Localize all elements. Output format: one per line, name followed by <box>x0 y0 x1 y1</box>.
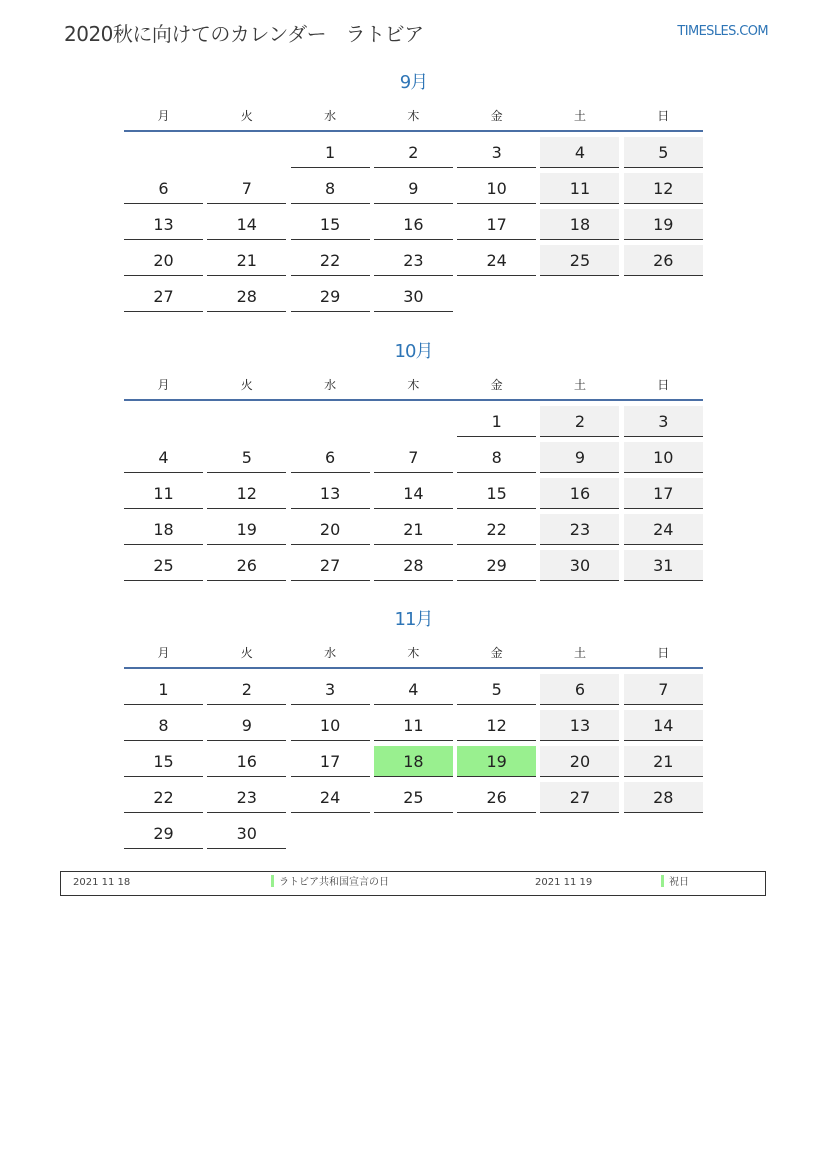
day-cell: 15 <box>291 209 370 240</box>
day-cell: 16 <box>207 746 286 777</box>
day-cell: 1 <box>124 674 203 705</box>
day-grid <box>124 406 703 581</box>
day-cell: 20 <box>124 245 203 276</box>
day-cell: 9 <box>207 710 286 741</box>
day-cell: 28 <box>374 550 453 581</box>
holiday-day-cell: 19 <box>457 746 536 777</box>
day-cell: 22 <box>124 782 203 813</box>
day-cell: 8 <box>457 442 536 473</box>
day-cell: 5 <box>624 137 703 168</box>
legend-name-2: 祝日 <box>669 877 689 888</box>
header-rule <box>124 130 703 132</box>
month-title: 10月 <box>394 341 433 362</box>
day-cell: 17 <box>624 478 703 509</box>
weekday-label: 月 <box>157 645 170 660</box>
day-cell: 21 <box>374 514 453 545</box>
day-cell: 27 <box>124 281 203 312</box>
empty-cell <box>124 137 203 168</box>
day-cell: 15 <box>457 478 536 509</box>
day-cell: 26 <box>207 550 286 581</box>
day-cell: 1 <box>291 137 370 168</box>
day-cell: 20 <box>540 746 619 777</box>
month-block <box>124 603 703 849</box>
day-cell: 3 <box>457 137 536 168</box>
day-cell: 30 <box>374 281 453 312</box>
month-title: 9月 <box>399 72 428 93</box>
month-title: 11月 <box>394 609 433 630</box>
day-cell: 11 <box>540 173 619 204</box>
holiday-day-cell: 18 <box>374 746 453 777</box>
weekday-label: 水 <box>324 645 337 660</box>
day-cell: 30 <box>540 550 619 581</box>
day-cell: 13 <box>291 478 370 509</box>
day-cell: 10 <box>291 710 370 741</box>
weekday-label: 金 <box>490 108 503 123</box>
day-cell: 29 <box>457 550 536 581</box>
day-cell: 27 <box>291 550 370 581</box>
legend-holiday-1 <box>271 872 389 894</box>
day-cell: 24 <box>624 514 703 545</box>
empty-cell <box>374 406 453 437</box>
day-cell: 14 <box>624 710 703 741</box>
day-cell: 27 <box>540 782 619 813</box>
empty-cell <box>291 406 370 437</box>
day-cell: 23 <box>374 245 453 276</box>
day-cell: 13 <box>124 209 203 240</box>
day-grid <box>124 137 703 312</box>
weekday-label: 日 <box>657 108 670 123</box>
weekday-label: 土 <box>573 377 586 392</box>
legend-date-2: 2021 11 19 <box>535 877 593 888</box>
day-cell: 7 <box>207 173 286 204</box>
day-cell: 25 <box>124 550 203 581</box>
weekday-label: 木 <box>407 377 420 392</box>
day-cell: 20 <box>291 514 370 545</box>
holiday-marker <box>271 875 274 887</box>
day-cell: 26 <box>457 782 536 813</box>
day-cell: 16 <box>540 478 619 509</box>
day-cell: 22 <box>457 514 536 545</box>
day-cell: 19 <box>624 209 703 240</box>
empty-cell <box>207 137 286 168</box>
day-cell: 3 <box>291 674 370 705</box>
day-cell: 6 <box>124 173 203 204</box>
day-cell: 3 <box>624 406 703 437</box>
day-cell: 12 <box>457 710 536 741</box>
day-cell: 10 <box>457 173 536 204</box>
day-cell: 17 <box>457 209 536 240</box>
weekday-label: 土 <box>573 645 586 660</box>
day-cell: 11 <box>124 478 203 509</box>
weekday-label: 火 <box>240 108 253 123</box>
day-cell: 24 <box>457 245 536 276</box>
day-cell: 8 <box>291 173 370 204</box>
weekday-header <box>124 100 703 130</box>
page-title: 2020秋に向けてのカレンダー ラトビア <box>64 22 424 46</box>
day-cell: 29 <box>291 281 370 312</box>
day-cell: 28 <box>624 782 703 813</box>
day-cell: 5 <box>207 442 286 473</box>
day-cell: 18 <box>540 209 619 240</box>
weekday-label: 金 <box>490 377 503 392</box>
day-cell: 21 <box>207 245 286 276</box>
day-cell: 25 <box>374 782 453 813</box>
weekday-label: 木 <box>407 645 420 660</box>
day-cell: 14 <box>374 478 453 509</box>
weekday-label: 日 <box>657 377 670 392</box>
day-cell: 7 <box>624 674 703 705</box>
weekday-label: 月 <box>157 108 170 123</box>
header-rule <box>124 399 703 401</box>
day-cell: 2 <box>540 406 619 437</box>
day-cell: 5 <box>457 674 536 705</box>
day-cell: 4 <box>540 137 619 168</box>
site-link[interactable]: TIMESLES.COM <box>677 24 768 39</box>
day-cell: 12 <box>207 478 286 509</box>
weekday-label: 木 <box>407 108 420 123</box>
day-cell: 22 <box>291 245 370 276</box>
day-cell: 30 <box>207 818 286 849</box>
day-cell: 10 <box>624 442 703 473</box>
day-cell: 13 <box>540 710 619 741</box>
weekday-label: 火 <box>240 377 253 392</box>
day-cell: 17 <box>291 746 370 777</box>
weekday-label: 水 <box>324 108 337 123</box>
day-cell: 12 <box>624 173 703 204</box>
weekday-label: 日 <box>657 645 670 660</box>
day-cell: 8 <box>124 710 203 741</box>
day-cell: 4 <box>374 674 453 705</box>
day-cell: 16 <box>374 209 453 240</box>
day-cell: 31 <box>624 550 703 581</box>
day-cell: 23 <box>540 514 619 545</box>
legend-holiday-2 <box>661 872 689 894</box>
weekday-label: 火 <box>240 645 253 660</box>
day-grid <box>124 674 703 849</box>
day-cell: 9 <box>540 442 619 473</box>
header-rule <box>124 667 703 669</box>
day-cell: 4 <box>124 442 203 473</box>
holiday-legend <box>60 871 766 896</box>
weekday-header <box>124 637 703 667</box>
day-cell: 9 <box>374 173 453 204</box>
month-block <box>124 66 703 312</box>
day-cell: 26 <box>624 245 703 276</box>
day-cell: 1 <box>457 406 536 437</box>
day-cell: 7 <box>374 442 453 473</box>
day-cell: 6 <box>540 674 619 705</box>
weekday-label: 月 <box>157 377 170 392</box>
weekday-label: 金 <box>490 645 503 660</box>
day-cell: 21 <box>624 746 703 777</box>
day-cell: 11 <box>374 710 453 741</box>
day-cell: 18 <box>124 514 203 545</box>
day-cell: 6 <box>291 442 370 473</box>
holiday-marker <box>661 875 664 887</box>
day-cell: 14 <box>207 209 286 240</box>
day-cell: 24 <box>291 782 370 813</box>
day-cell: 2 <box>374 137 453 168</box>
weekday-label: 土 <box>573 108 586 123</box>
day-cell: 28 <box>207 281 286 312</box>
empty-cell <box>207 406 286 437</box>
empty-cell <box>124 406 203 437</box>
month-block <box>124 335 703 581</box>
day-cell: 23 <box>207 782 286 813</box>
legend-name-1: ラトビア共和国宣言の日 <box>279 877 389 888</box>
day-cell: 29 <box>124 818 203 849</box>
day-cell: 2 <box>207 674 286 705</box>
weekday-header <box>124 369 703 399</box>
weekday-label: 水 <box>324 377 337 392</box>
day-cell: 25 <box>540 245 619 276</box>
day-cell: 15 <box>124 746 203 777</box>
legend-date-1: 2021 11 18 <box>73 877 131 888</box>
day-cell: 19 <box>207 514 286 545</box>
